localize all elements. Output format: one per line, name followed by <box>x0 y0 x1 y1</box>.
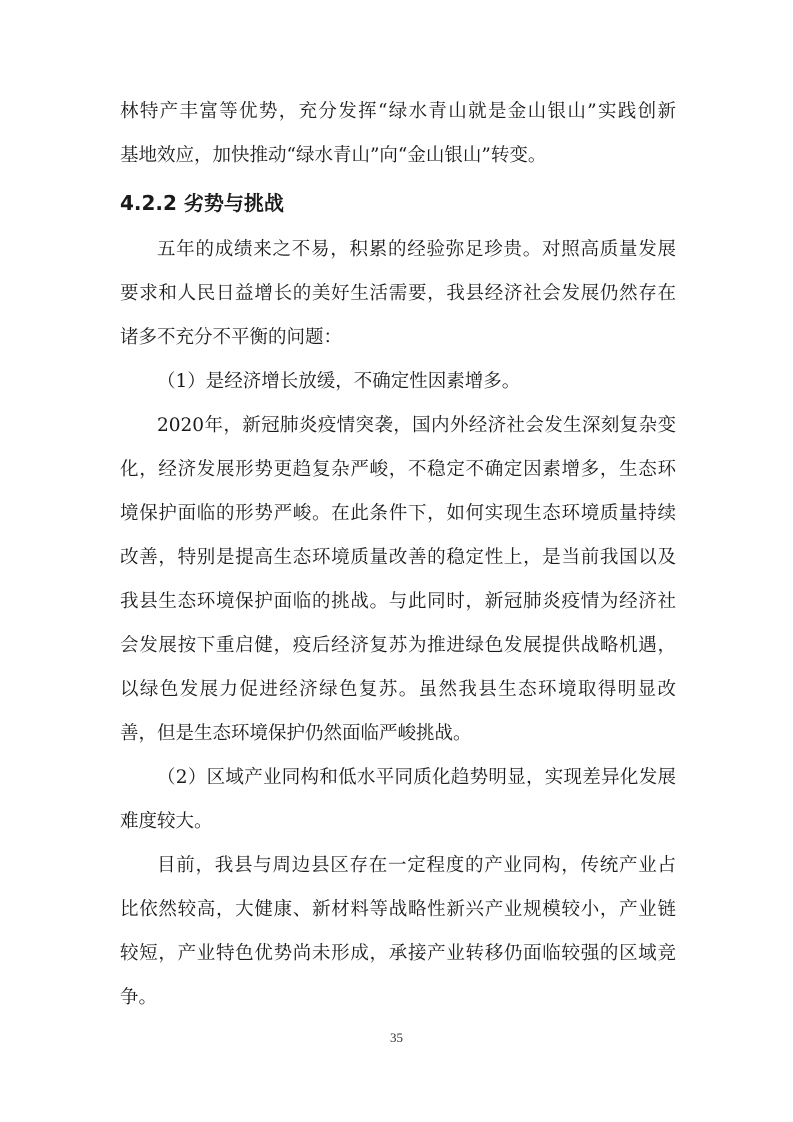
paragraph-line: 要求和人民日益增长的美好生活需要，我县经济社会发展仍然存在 <box>120 283 676 304</box>
paragraph-line: （2）区域产业同构和低水平同质化趋势明显，实现差异化发展 <box>157 767 676 788</box>
paragraph-line: （1）是经济增长放缓，不确定性因素增多。 <box>157 371 521 392</box>
paragraph-line: 难度较大。 <box>120 811 213 832</box>
paragraph-line: 会发展按下重启健，疫后经济复苏为推进绿色发展提供战略机遇， <box>120 635 676 656</box>
paragraph-line: 五年的成绩来之不易，积累的经验弥足珍贵。对照高质量发展 <box>157 239 676 260</box>
paragraph-line: 以绿色发展力促进经济绿色复苏。虽然我县生态环境取得明显改 <box>120 679 676 700</box>
paragraph-line: 化，经济发展形势更趋复杂严峻，不稳定不确定因素增多，生态环 <box>120 459 676 480</box>
paragraph-line: 林特产丰富等优势，充分发挥“绿水青山就是金山银山”实践创新 <box>120 101 676 122</box>
paragraph-line: 诸多不充分不平衡的问题： <box>120 327 343 348</box>
document-body <box>120 90 676 1020</box>
paragraph-line: 比依然较高，大健康、新材料等战略性新兴产业规模较小，产业链 <box>120 899 676 920</box>
paragraph-line: 基地效应，加快推动“绿水青山”向“金山银山”转变。 <box>120 145 547 166</box>
paragraph-line: 争。 <box>120 987 158 1008</box>
paragraph-line: 改善，特别是提高生态环境质量改善的稳定性上，是当前我国以及 <box>120 547 676 568</box>
paragraph-line: 我县生态环境保护面临的挑战。与此同时，新冠肺炎疫情为经济社 <box>120 591 676 612</box>
paragraph-line: 2020年，新冠肺炎疫情突袭，国内外经济社会发生深刻复杂变 <box>157 415 676 436</box>
paragraph-line: 目前，我县与周边县区存在一定程度的产业同构，传统产业占 <box>157 855 676 876</box>
paragraph-line: 善，但是生态环境保护仍然面临严峻挑战。 <box>120 723 472 744</box>
paragraph-line: 境保护面临的形势严峻。在此条件下，如何实现生态环境质量持续 <box>120 503 676 524</box>
paragraph-line: 较短，产业特色优势尚未形成，承接产业转移仍面临较强的区域竞 <box>120 943 676 964</box>
page-number: 35 <box>390 1030 403 1045</box>
section-heading: 4.2.2 劣势与挑战 <box>120 191 284 215</box>
